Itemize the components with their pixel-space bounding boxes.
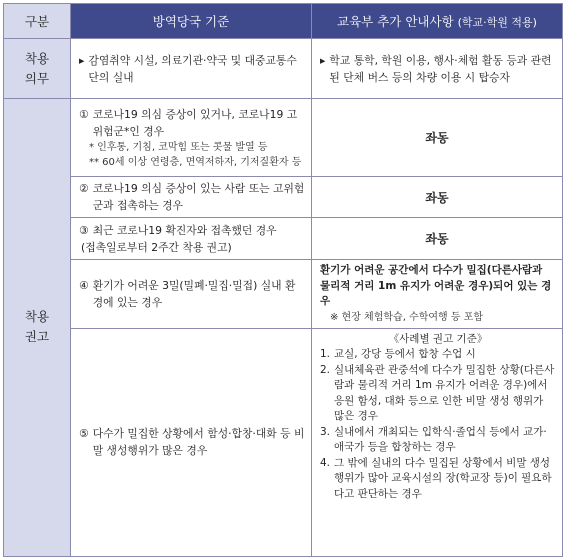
recommended-category-label: 착용 권고 [24,309,50,345]
item-number: ⑤ [79,427,89,440]
list-item-number: 3. [320,425,331,438]
recommend-3-text: 최근 코로나19 확진자와 접촉했던 경우 [92,223,277,237]
list-item-number: 4. [320,456,331,469]
mandatory-category [4,39,71,99]
recommend-1-text: 코로나19 의심 증상이 있거나, 코로나19 고위험군*인 경우 [92,107,298,138]
recommend-5-education-title: 《사례별 권고 기준》 [388,332,488,345]
list-item-text: 교실, 강당 등에서 합창 수업 시 [334,348,476,360]
recommend-4-guideline-cell [71,260,312,329]
recommend-3-subtext: (접촉일로부터 2주간 착용 권고) [81,240,232,254]
item-number: ② [79,182,89,195]
recommend-2-education: 좌동 [312,177,563,218]
recommend-row-3 [4,218,563,260]
recommend-1-note-2: ** 60세 이상 연령층, 면역저하자, 기저질환자 등 [89,156,302,168]
list-item-text: 실내에서 개최되는 입학식·졸업식 등에서 교가·애국가 등을 합창하는 경우 [334,425,547,453]
list-item [320,347,556,363]
list-item [320,456,556,503]
recommended-category [4,99,71,557]
mandatory-row [4,39,563,99]
recommend-row-4 [4,260,563,329]
recommend-row-1 [4,99,563,177]
header-education-label: 교육부 추가 안내사항 [337,14,454,29]
mandatory-education-text: 학교 통학, 학원 이용, 행사·체험 활동 등과 관련된 단체 버스 등의 차량 이용 시 탑승자 [329,53,552,84]
recommend-row-5 [4,328,563,556]
recommend-4-education-text: 환기가 어려운 공간에서 다수가 밀집(다른사람과 물리적 거리 1m 유지가 어려운 경우)되어 있는 경우 [320,264,552,307]
list-item [320,363,556,425]
recommend-3-education: 좌동 [312,218,563,260]
list-item [320,425,556,456]
header-category: 구분 [4,4,71,39]
recommend-1-guideline-cell [71,99,312,177]
item-number: ③ [79,223,89,237]
bullet-icon: ▸ [320,53,326,67]
header-education [312,4,563,39]
recommend-4-text: 환기가 어려운 3밀(밀폐·밀집·밀접) 실내 환경에 있는 경우 [92,278,296,309]
list-item-text: 실내체육관 관중석에 다수가 밀집한 상황(다른사람과 물리적 거리 1m 유지가 어려운 경우)에서 응원 함성, 대화 등으로 인한 비말 생성 행위가 많은 경우 [334,363,555,422]
header-guideline: 방역당국 기준 [71,4,312,39]
list-item-number: 2. [320,363,331,376]
item-number: ① [79,107,89,121]
recommend-5-text: 다수가 밀집한 상황에서 함성·합창·대화 등 비말 생성행위가 많은 경우 [92,427,305,457]
list-item-text: 그 밖에 실내의 다수 밀집된 상황에서 비말 생성행위가 많아 교육시설의 장(학교장 등)이 필요하다고 판단하는 경우 [334,456,552,500]
recommend-5-education-cell [312,328,563,556]
recommend-1-education: 좌동 [312,99,563,177]
bullet-icon: ▸ [79,53,85,67]
mandatory-guideline-cell [71,39,312,99]
recommend-4-education-cell [312,260,563,329]
item-number: ④ [79,278,89,292]
recommend-3-guideline-cell [71,218,312,260]
list-item-number: 1. [320,348,331,360]
recommend-2-guideline-cell [71,177,312,218]
recommend-4-education-note: ※ 현장 체험학습, 수학여행 등 포함 [330,311,484,323]
mandatory-category-label: 착용 의무 [24,50,50,86]
mask-guideline-table-wrapper [3,3,563,557]
mask-guideline-table [3,3,563,557]
recommend-5-guideline-cell [71,328,312,556]
header-education-note: (학교·학원 적용) [457,16,537,29]
recommend-2-text: 코로나19 의심 증상이 있는 사람 또는 고위험군과 접촉하는 경우 [92,182,305,212]
header-row [4,4,563,39]
recommend-row-2 [4,177,563,218]
mandatory-guideline-text: 감염취약 시설, 의료기관·약국 및 대중교통수단의 실내 [88,53,297,84]
mandatory-education-cell [312,39,563,99]
recommend-1-note-1: * 인후통, 기침, 코막힘 또는 콧물 발열 등 [89,141,268,153]
